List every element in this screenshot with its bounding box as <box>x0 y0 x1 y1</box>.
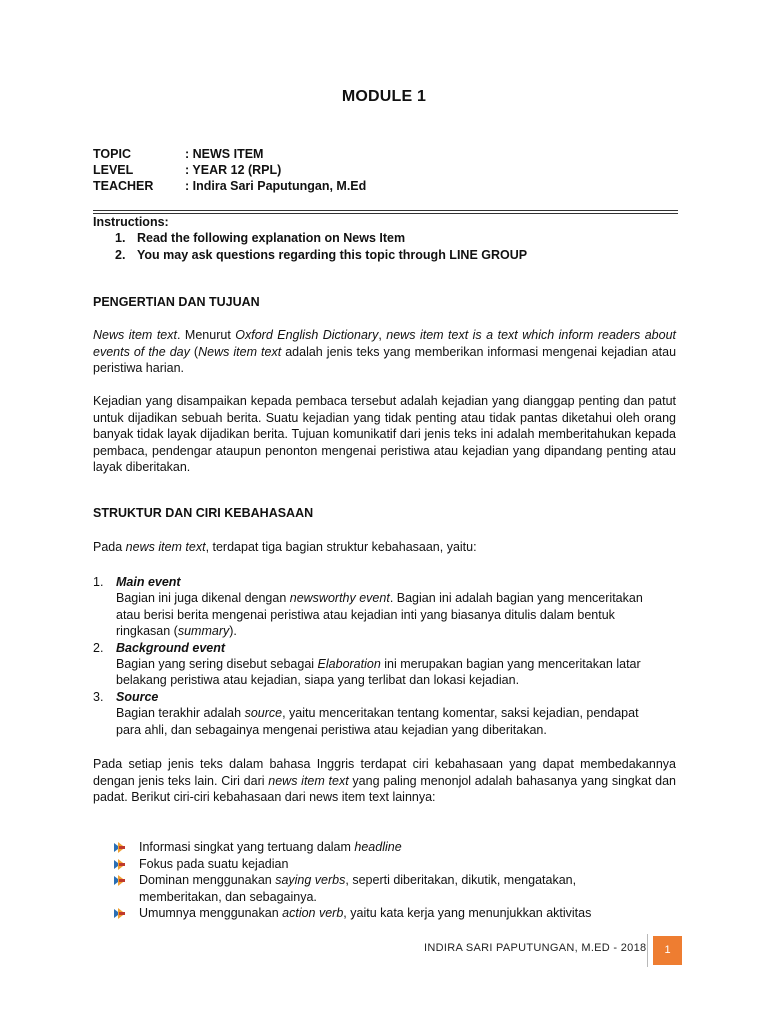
feature-item <box>114 856 634 873</box>
text-span: , <box>378 328 387 342</box>
definition-paragraph <box>93 327 676 377</box>
meta-key: TOPIC <box>93 147 131 161</box>
structure-text <box>116 590 663 639</box>
text-span: . Bagian ini adalah bagian yang menceritakan atau berisi berita mengenai peristiwa atau kejadian inti yang biasanya ditulis dalam bentuk ringkasan ( <box>116 591 643 639</box>
text-italic: News item text <box>93 328 177 342</box>
footer-author: INDIRA SARI PAPUTUNGAN, M.ED - 2018 <box>424 942 647 954</box>
section-heading-pengertian: PENGERTIAN DAN TUJUAN <box>93 295 260 309</box>
meta-key: TEACHER <box>93 179 154 193</box>
meta-row-topic <box>93 146 366 162</box>
meta-row-teacher <box>93 178 366 194</box>
arrow-bullet-icon <box>114 856 139 873</box>
language-features-list <box>114 839 634 922</box>
module-title: MODULE 1 <box>341 88 427 105</box>
structure-intro <box>93 539 676 556</box>
instructions <box>93 214 527 264</box>
instruction-item <box>93 230 527 247</box>
feature-text <box>139 872 634 905</box>
text-span: ini merupakan bagian yang menceritakan latar belakang peristiwa atau kejadian, siapa yang terlibat dan lokasi kejadian. <box>116 657 641 688</box>
text-span: ). <box>229 624 237 639</box>
text-span: Pada setiap jenis teks dalam bahasa Inggris terdapat ciri kebahasaan yang dapat membedakannya dengan jenis teks lain. Ciri dari <box>93 757 676 788</box>
arrow-bullet-icon <box>114 905 139 922</box>
text-span: , terdapat tiga bagian struktur kebahasaan, yaitu: <box>205 540 477 554</box>
text-span: yang paling menonjol adalah bahasanya yang singkat dan padat. Berikut ciri-ciri kebahasaan dari news item text lainnya: <box>93 773 677 805</box>
purpose-paragraph: Kejadian yang disampaikan kepada pembaca tersebut adalah kejadian yang dianggap penting dan patut untuk dijadikan sebuah berita. Suatu kejadian yang tidak penting atau tidak pantas diketahui oleh orang banyak tidak layak dijadikan berita. Tujuan komunikatif dari jenis teks ini adalah memberitahukan kepada pembaca, pendengar ataupun penonton mengenai peristiwa atau kejadian yang dipandang penting atau layak diberitakan. <box>93 394 676 475</box>
arrow-bullet-icon <box>114 839 139 856</box>
text-italic: action verb <box>282 906 344 921</box>
text-span: Pada <box>93 540 126 554</box>
text-span: Dominan menggunakan <box>139 873 276 888</box>
structure-body <box>116 689 663 738</box>
feature-item <box>114 905 634 922</box>
structure-title: Main event <box>116 575 181 589</box>
meta-row-level <box>93 162 366 178</box>
structure-text <box>116 705 663 738</box>
text-span: Bagian ini juga dikenal dengan <box>116 591 290 606</box>
section-heading-struktur: STRUKTUR DAN CIRI KEBAHASAAN <box>93 506 314 520</box>
instruction-number: 1. <box>115 231 126 245</box>
meta-key: LEVEL <box>93 163 134 177</box>
feature-item <box>114 872 634 905</box>
structure-number: 2. <box>93 640 104 655</box>
instruction-text: You may ask questions regarding this topic through LINE GROUP <box>137 248 528 262</box>
text-span: , yaitu menceritakan tentang komentar, saksi kejadian, pendapat para ahli, dan sebagainya mengenai peristiwa atau kejadian yang diberitakan. <box>116 706 639 737</box>
text-span: . Menurut <box>176 328 236 342</box>
instruction-number: 2. <box>115 248 126 262</box>
text-italic: newsworthy event <box>289 591 390 606</box>
structure-number: 1. <box>93 575 104 589</box>
feature-item <box>114 839 634 856</box>
text-italic: news item text <box>125 540 206 554</box>
structure-title: Source <box>116 689 159 704</box>
page-number: 1 <box>653 936 682 965</box>
text-italic: news item text is a text which inform readers about events of the day <box>93 328 677 359</box>
arrow-bullet-icon <box>114 872 139 905</box>
feature-text <box>139 905 591 922</box>
meta-value: : Indira Sari Paputungan, M.Ed <box>185 179 367 193</box>
meta-value: : NEWS ITEM <box>185 147 264 161</box>
text-span: Umumnya menggunakan <box>139 906 283 921</box>
text-span: ( <box>189 344 199 359</box>
feature-text <box>139 839 402 856</box>
instruction-text: Read the following explanation on News Item <box>137 231 406 245</box>
text-italic: Elaboration <box>317 657 381 672</box>
text-italic: headline <box>354 840 402 854</box>
structure-text <box>116 656 663 689</box>
structure-item <box>93 574 663 640</box>
text-span: Informasi singkat yang tertuang dalam <box>139 840 355 854</box>
text-italic: news item text <box>268 773 349 788</box>
closing-paragraph <box>93 756 676 806</box>
text-span: adalah jenis teks yang memberikan informasi mengenai kejadian atau peristiwa harian. <box>93 344 677 376</box>
text-span: Bagian terakhir adalah <box>116 706 245 721</box>
text-italic: Oxford English Dictionary <box>235 328 379 342</box>
meta-value: : YEAR 12 (RPL) <box>185 163 282 177</box>
structure-item <box>93 689 663 738</box>
structure-number: 3. <box>93 689 104 704</box>
feature-text: Fokus pada suatu kejadian <box>139 856 289 871</box>
instruction-item <box>93 247 527 264</box>
footer-divider <box>647 934 648 967</box>
text-italic: saying verbs <box>275 873 346 888</box>
text-italic: News item text <box>198 344 282 359</box>
header-divider <box>93 210 678 211</box>
text-italic: summary <box>177 624 230 639</box>
structure-list <box>93 574 663 738</box>
structure-body <box>116 574 663 640</box>
structure-item <box>93 640 663 689</box>
text-span: , yaitu kata kerja yang menunjukkan aktivitas <box>343 906 592 921</box>
structure-title: Background event <box>116 640 226 655</box>
module-meta <box>93 146 366 194</box>
text-italic: source <box>244 706 283 721</box>
instructions-heading: Instructions: <box>93 215 169 229</box>
structure-body <box>116 640 663 689</box>
text-span: , seperti diberitakan, dikutik, mengatakan, memberitakan, dan sebagainya. <box>139 873 577 904</box>
text-span: Bagian yang sering disebut sebagai <box>116 657 318 672</box>
